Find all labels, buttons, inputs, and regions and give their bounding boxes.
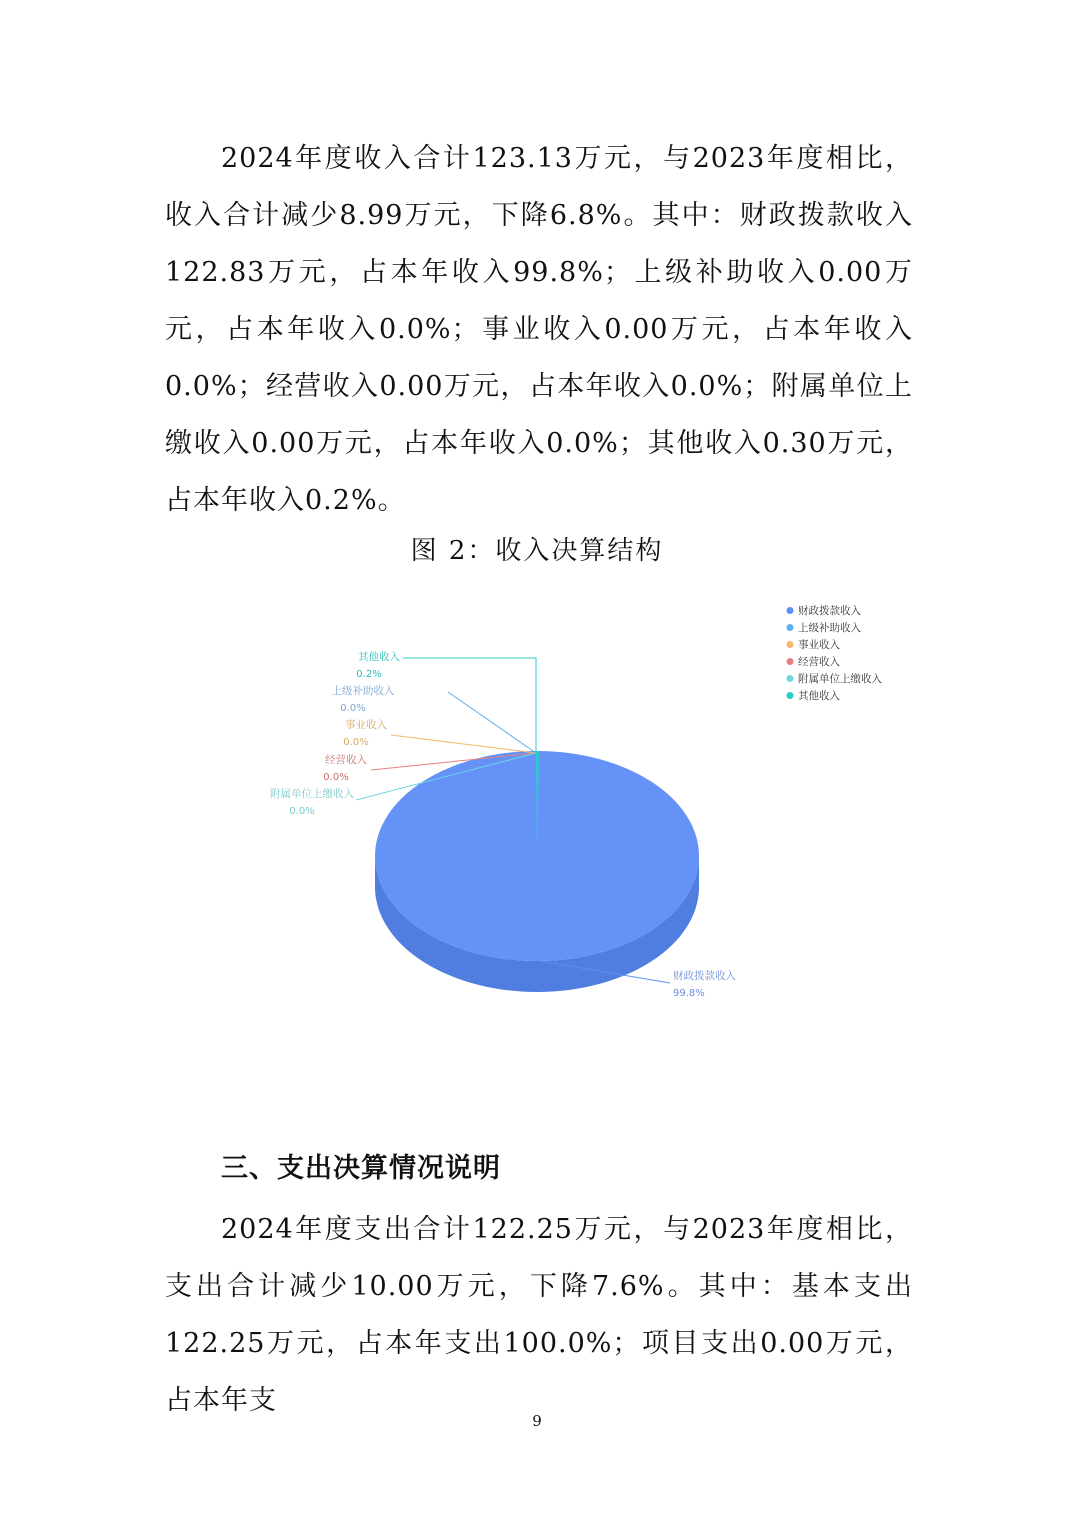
legend-label-上级补助收入: 上级补助收入	[798, 622, 861, 634]
slice-percent-上级补助收入: 0.0%	[340, 703, 366, 714]
legend-label-附属单位上缴收入: 附属单位上缴收入	[798, 673, 882, 685]
section-heading: 三、支出决算情况说明	[221, 1153, 501, 1184]
legend-marker-财政拨款收入	[787, 607, 794, 614]
slice-label-事业收入: 事业收入	[345, 719, 387, 731]
income-pie-chart	[250, 595, 910, 1015]
slice-percent-财政拨款收入: 99.8%	[673, 988, 705, 999]
legend-marker-其他收入	[787, 692, 794, 699]
slice-label-上级补助收入: 上级补助收入	[331, 685, 395, 697]
slice-percent-经营收入: 0.0%	[323, 772, 349, 783]
legend-marker-上级补助收入	[787, 624, 794, 631]
page-number: 9	[532, 1412, 542, 1430]
slice-label-其他收入: 其他收入	[358, 651, 400, 663]
slice-percent-事业收入: 0.0%	[343, 737, 369, 748]
slice-percent-附属单位上缴收入: 0.0%	[289, 806, 315, 817]
legend-label-经营收入: 经营收入	[798, 656, 840, 668]
slice-label-财政拨款收入: 财政拨款收入	[673, 970, 736, 982]
legend-label-事业收入: 事业收入	[798, 639, 840, 651]
legend-label-财政拨款收入: 财政拨款收入	[798, 605, 861, 617]
legend-label-其他收入: 其他收入	[798, 690, 840, 702]
legend-marker-经营收入	[787, 658, 794, 665]
expenditure-summary-paragraph: 2024年度支出合计122.25万元，与2023年度相比，支出合计减少10.00万元，下降7.6%。其中：基本支出122.25万元，占本年支出100.0%；项目支出0.00万元，占本年支	[165, 1214, 913, 1416]
income-summary-paragraph: 2024年度收入合计123.13万元，与2023年度相比，收入合计减少8.99万元，下降6.8%。其中：财政拨款收入122.83万元，占本年收入99.8%；上级补助收入0.00万元，占本年收入0.0%；事业收入0.00万元，占本年收入0.0%；经营收入0.00万元，占本年收入0.0%；附属单位上缴收入0.00万元，占本年收入0.0%；其他收入0.30万元，占本年收入0.2%。	[165, 143, 913, 516]
slice-percent-其他收入: 0.2%	[356, 669, 382, 680]
legend-marker-附属单位上缴收入	[787, 675, 794, 682]
slice-label-附属单位上缴收入: 附属单位上缴收入	[270, 788, 354, 800]
slice-label-经营收入: 经营收入	[325, 754, 367, 766]
legend-marker-事业收入	[787, 641, 794, 648]
figure-caption: 图 2：收入决算结构	[410, 536, 664, 566]
